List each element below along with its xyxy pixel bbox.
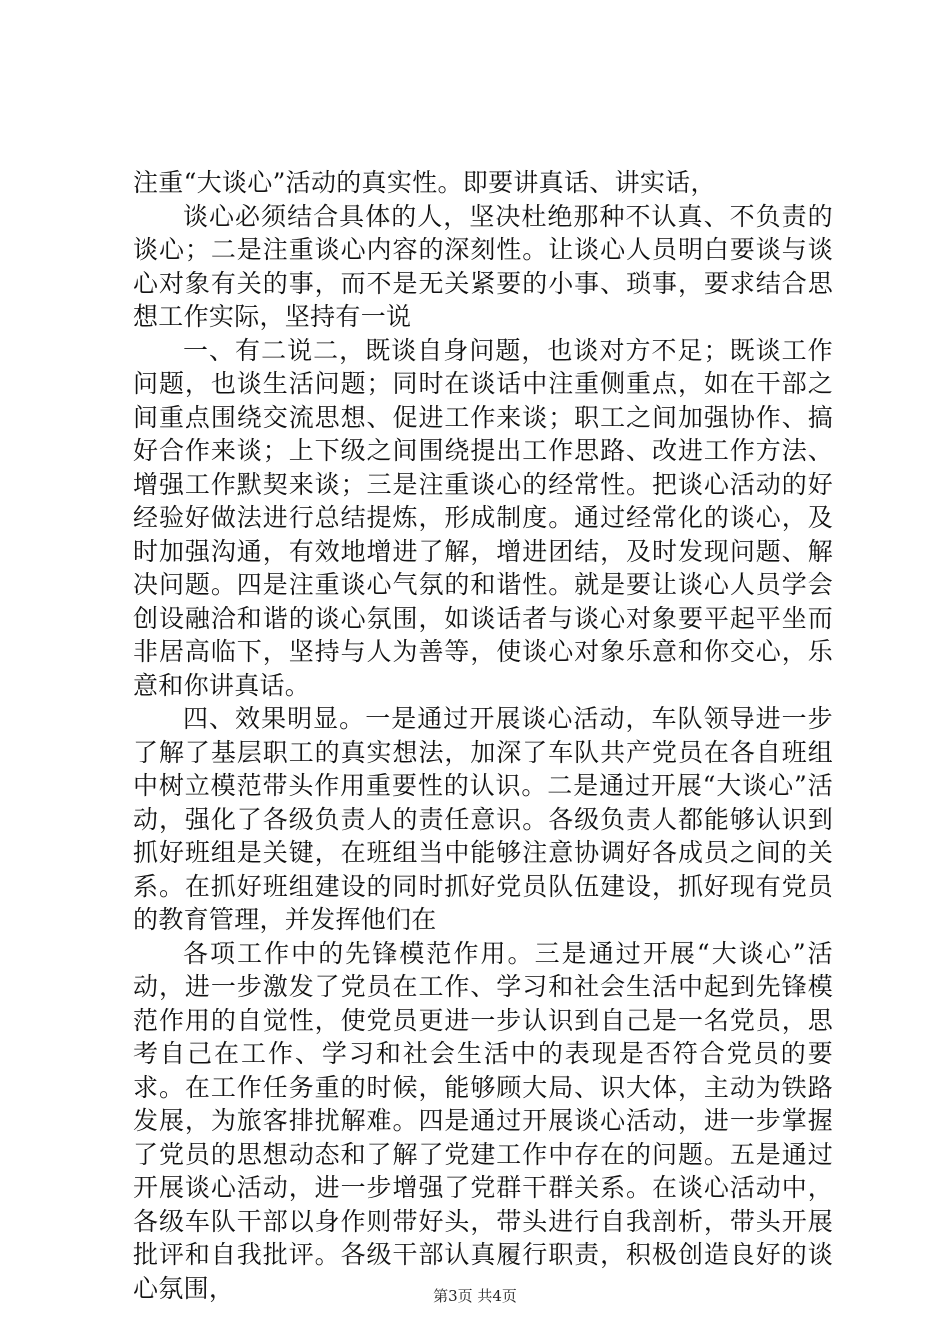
paragraph-1: 注重“大谈心”活动的真实性。即要讲真话、讲实话，: [133, 168, 716, 197]
paragraph-5: 各项工作中的先锋模范作用。三是通过开展“大谈心”活动，进一步激发了党员在工作、学习和社会生活中起到先锋模范作用的自觉性，使党员更进一步认识到自己是一名党员，思考自己在工作、学习和社会生活中的表现是否符合党员的要求。在工作任务重的时候，能够顾大局、识大体，主动为铁路发展，为旅客排扰解难。四是通过开展谈心活动，进一步掌握了党员的思想动态和了解了党建工作中存在的问题。五是通过开展谈心活动，进一步增强了党群干群关系。在谈心活动中，各级车队干部以身作则带好头，带头进行自我剖析，带头开展批评和自我批评。各级干部认真履行职责，积极创造良好的谈心氛围，: [133, 938, 833, 1303]
page-number-footer: 第3页 共4页: [433, 1287, 517, 1305]
paragraph-3: 一、有二说二，既谈自身问题，也谈对方不足；既谈工作问题，也谈生活问题；同时在谈话中注重侧重点，如在干部之间重点围绕交流思想、促进工作来谈；职工之间加强协作、搞好合作来谈；上下级之间围绕提出工作思路、改进工作方法、增强工作默契来谈；三是注重谈心的经常性。把谈心活动的好经验好做法进行总结提炼，形成制度。通过经常化的谈心，及时加强沟通，有效地增进了解，增进团结，及时发现问题、解决问题。四是注重谈心气氛的和谐性。就是要让谈心人员学会创设融洽和谐的谈心氛围，如谈话者与谈心对象要平起平坐而非居高临下，坚持与人为善等，使谈心对象乐意和你交心，乐意和你讲真话。: [133, 335, 833, 700]
paragraph-4: 四、效果明显。一是通过开展谈心活动，车队领导进一步了解了基层职工的真实想法，加深了车队共产党员在各自班组中树立模范带头作用重要性的认识。二是通过开展“大谈心”活动，强化了各级负责人的责任意识。各级负责人都能够认识到抓好班组是关键，在班组当中能够注意协调好各成员之间的关系。在抓好班组建设的同时抓好党员队伍建设，抓好现有党员的教育管理，并发挥他们在: [133, 704, 833, 934]
document-body: [133, 166, 833, 1305]
paragraph-2: 谈心必须结合具体的人，坚决杜绝那种不认真、不负责的谈心；二是注重谈心内容的深刻性。让谈心人员明白要谈与谈心对象有关的事，而不是无关紧要的小事、琐事，要求结合思想工作实际，坚持有一说: [133, 201, 833, 331]
